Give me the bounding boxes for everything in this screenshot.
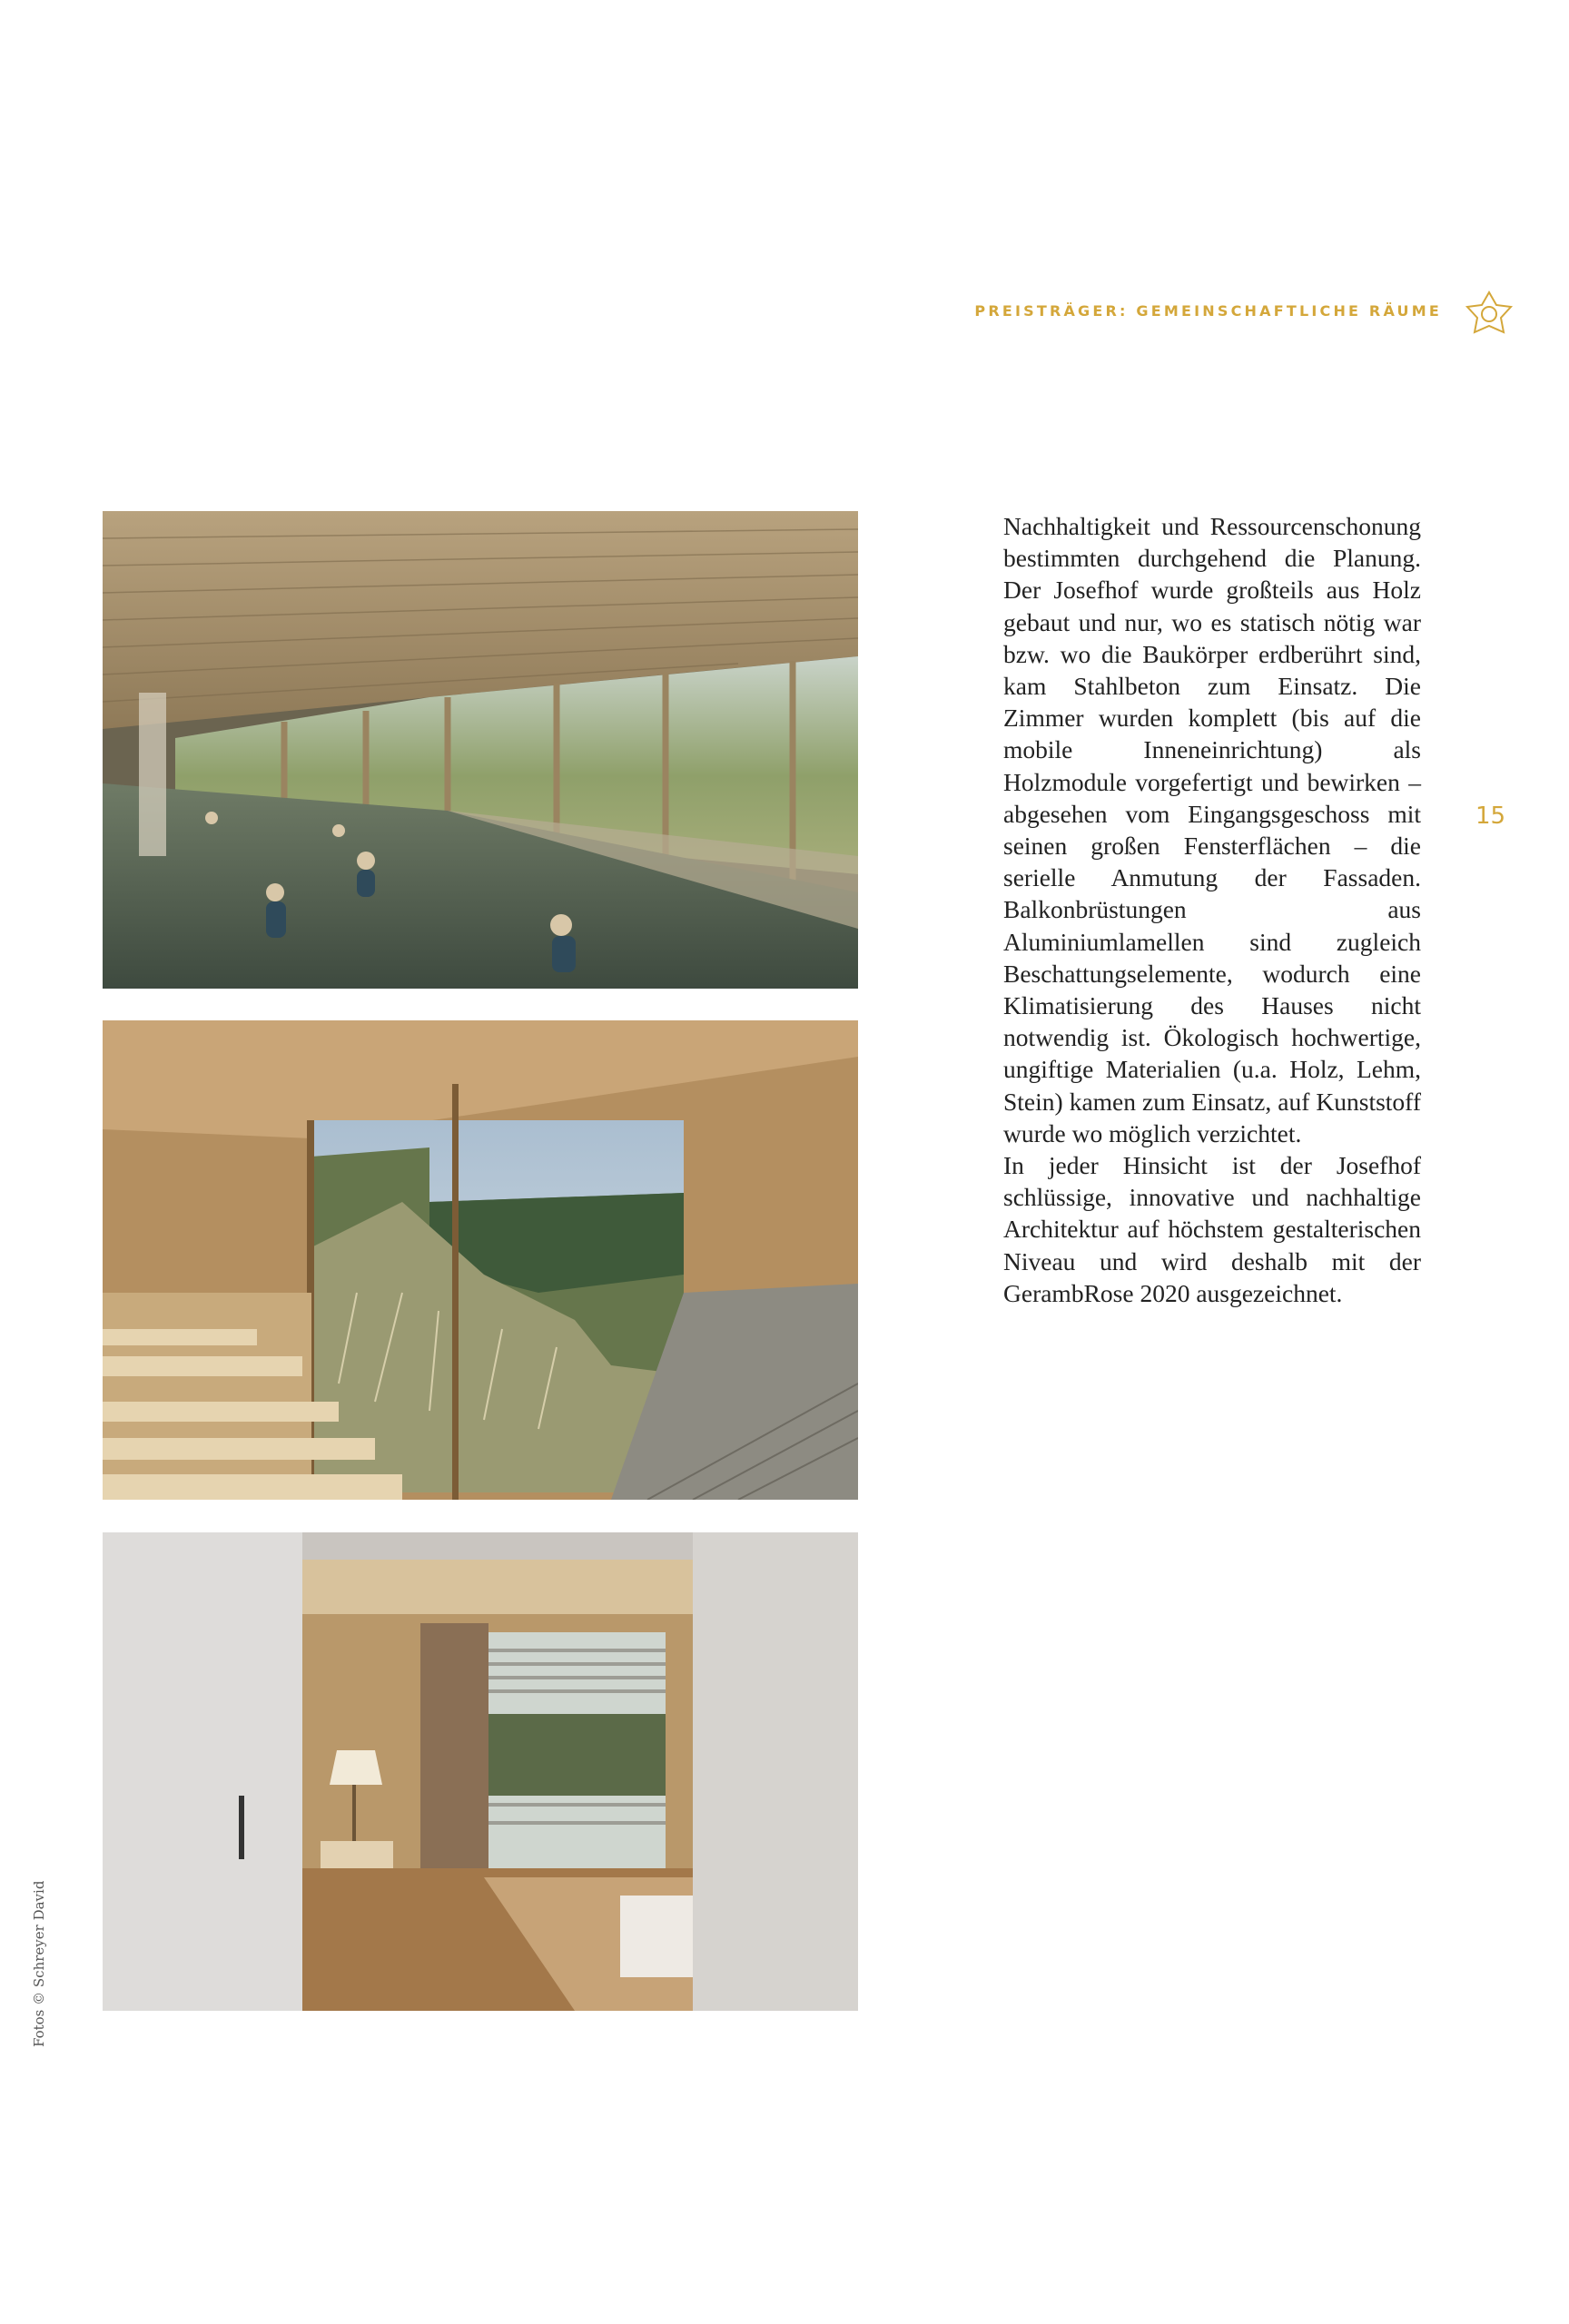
photo-credit: Fotos © Schreyer David [31,1880,47,2047]
rose-icon [1464,289,1515,340]
body-paragraph-1: Nachhaltigkeit und Ressourcenschonung bestimmten durchgehend die Planung. Der Josefhof wurde großteils aus Holz gebaut und nur, wo es statisch nötig war bzw. wo die Baukörper erdberührt sind, kam Stahlbeton zum Einsatz. Die Zimmer wurden komplett (bis auf die mobile Inneneinrichtung) als Holzmodule vorgefertigt und bewirken – abgesehen vom Eingangsgeschoss mit seinen großen Fensterflächen – die serielle Anmutung der Fassaden. Balkonbrüstungen aus Aluminiumlamellen sind zugleich Beschattungselemente, wodurch eine Klimatisierung des Hauses nicht notwendig ist. Ökologisch hochwertige, ungiftige Materialien (u.a. Holz, Lehm, Stein) kamen zum Einsatz, auf Kunststoff wurde wo möglich verzichtet. [1003,512,1421,1147]
indoor-pool-photo [103,511,858,989]
sauna-photo [103,1020,858,1500]
body-text [1003,510,1421,1309]
hotel-room-photo [103,1532,858,2011]
page-number: 15 [1475,803,1506,830]
body-paragraph-2: In jeder Hinsicht ist der Josefhof schlüssige, innovative und nachhaltige Architektur auf höchstem gestalterischen Niveau und wird deshalb mit der GerambRose 2020 ausgezeichnet. [1003,1151,1421,1307]
section-label: PREISTRÄGER: GEMEINSCHAFTLICHE RÄUME [974,302,1442,320]
